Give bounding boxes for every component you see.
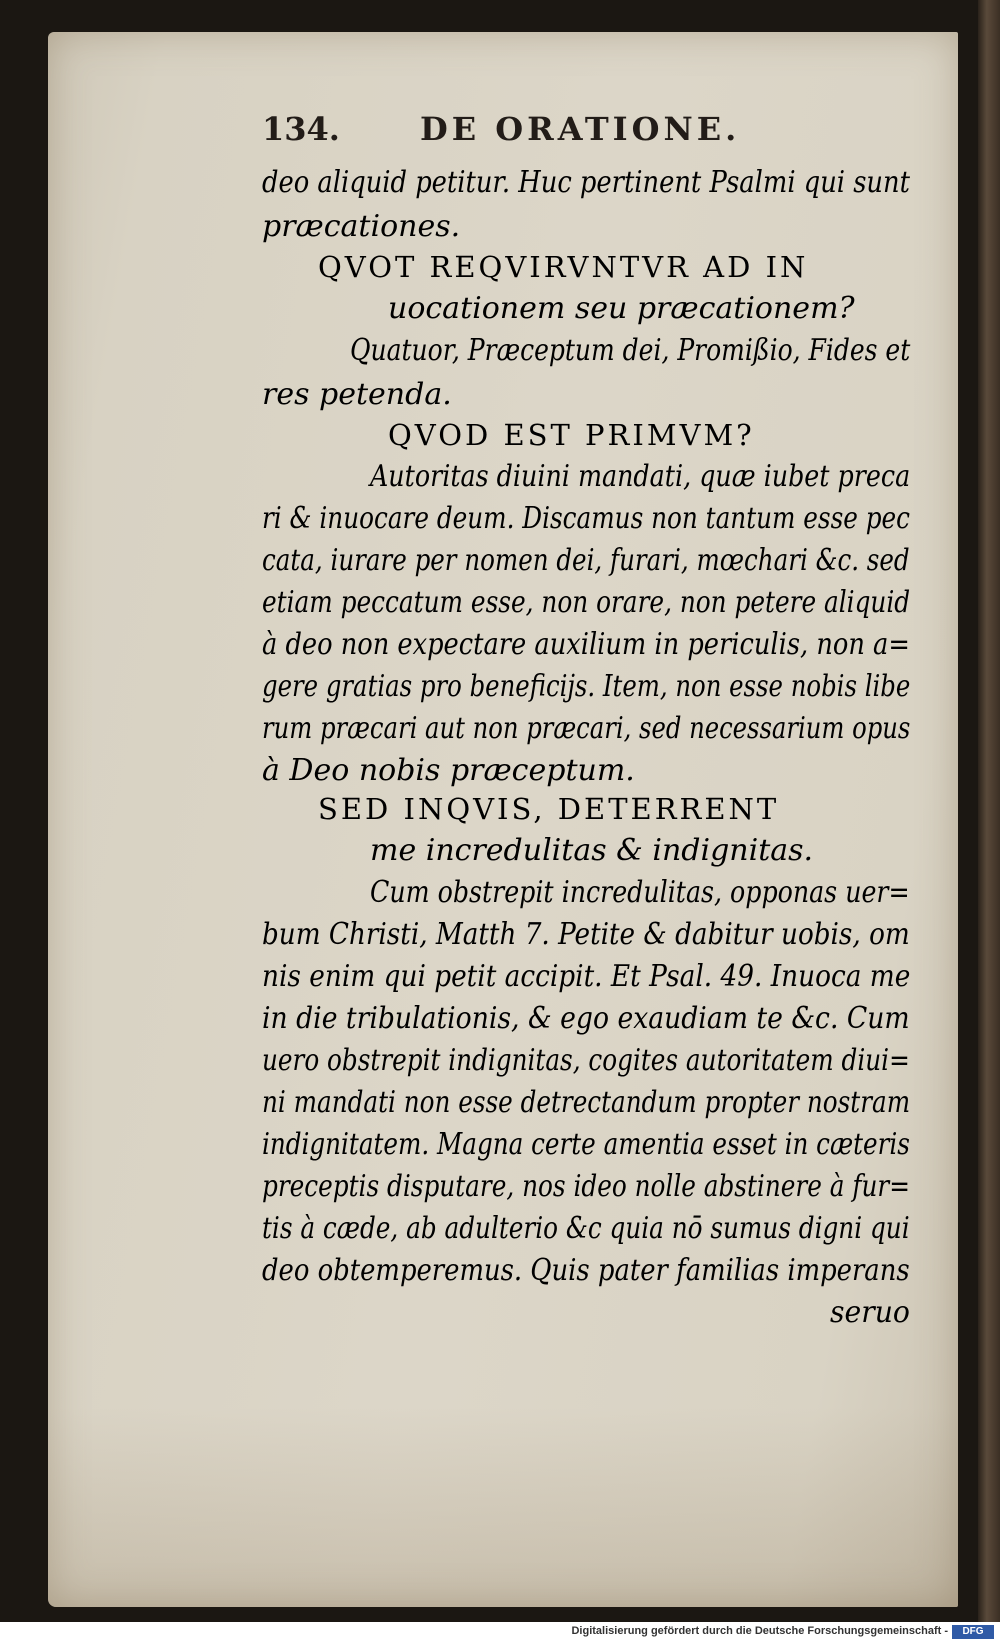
catchword: seruo bbox=[830, 1295, 910, 1330]
footer-bar bbox=[0, 1622, 1000, 1642]
question-heading: QVOD EST PRIMVM? bbox=[388, 418, 755, 452]
running-title: DE ORATIONE. bbox=[420, 110, 741, 148]
text-line: nis enim qui petit accipit. Et Psal. 49. Inuoca me bbox=[262, 959, 911, 994]
text-line: res petenda. bbox=[262, 377, 452, 412]
text-line: preceptis disputare, nos ideo nolle abstinere à fur= bbox=[262, 1169, 910, 1204]
text-line: bum Christi, Matth 7. Petite & dabitur uobis, om bbox=[262, 917, 910, 952]
text-line: in die tribulationis, & ego exaudiam te &c. Cum bbox=[262, 1001, 910, 1036]
funding-credit: Digitalisierung gefördert durch die Deutsche Forschungsgemeinschaft - bbox=[571, 1625, 948, 1637]
text-line: rum præcari aut non præcari, sed necessarium opus bbox=[262, 711, 911, 746]
question-heading: SED INQVIS, DETERRENT bbox=[318, 792, 780, 826]
text-line: uero obstrepit indignitas, cogites autoritatem diui= bbox=[262, 1043, 910, 1078]
text-line: deo aliquid petitur. Huc pertinent Psalmi qui sunt bbox=[262, 165, 910, 200]
text-line: præcationes. bbox=[262, 209, 461, 244]
question-heading: QVOT REQVIRVNTVR AD IN bbox=[318, 250, 809, 284]
dfg-logo: DFG bbox=[952, 1625, 994, 1639]
text-line: cata, iurare per nomen dei, furari, mœchari &c. sed bbox=[262, 543, 910, 578]
text-line: Autoritas diuini mandati, quæ iubet preca bbox=[370, 459, 911, 494]
text-line: tis à cæde, ab adulterio &c quia nō sumus digni qui bbox=[262, 1211, 910, 1246]
text-line: Cum obstrepit incredulitas, opponas uer= bbox=[370, 875, 910, 910]
text-line: ri & inuocare deum. Discamus non tantum esse pec bbox=[262, 501, 911, 536]
text-line: Quatuor, Præceptum dei, Promißio, Fides et bbox=[350, 333, 911, 368]
text-line: à Deo nobis præceptum. bbox=[262, 753, 635, 788]
question-heading-cont: uocationem seu præcationem? bbox=[388, 291, 855, 326]
text-line: etiam peccatum esse, non orare, non petere aliquid bbox=[262, 585, 911, 620]
question-heading-cont: me incredulitas & indignitas. bbox=[370, 833, 814, 868]
text-line: gere gratias pro beneficijs. Item, non esse nobis libe bbox=[262, 669, 911, 704]
text-line: à deo non expectare auxilium in periculis, non a= bbox=[262, 627, 910, 662]
page-number: 134. bbox=[262, 110, 340, 148]
text-line: indignitatem. Magna certe amentia esset in cæteris bbox=[262, 1127, 910, 1162]
text-line: ni mandati non esse detrectandum propter nostram bbox=[262, 1085, 911, 1120]
book-edge bbox=[978, 0, 1000, 1622]
text-line: deo obtemperemus. Quis pater familias imperans bbox=[262, 1253, 910, 1288]
